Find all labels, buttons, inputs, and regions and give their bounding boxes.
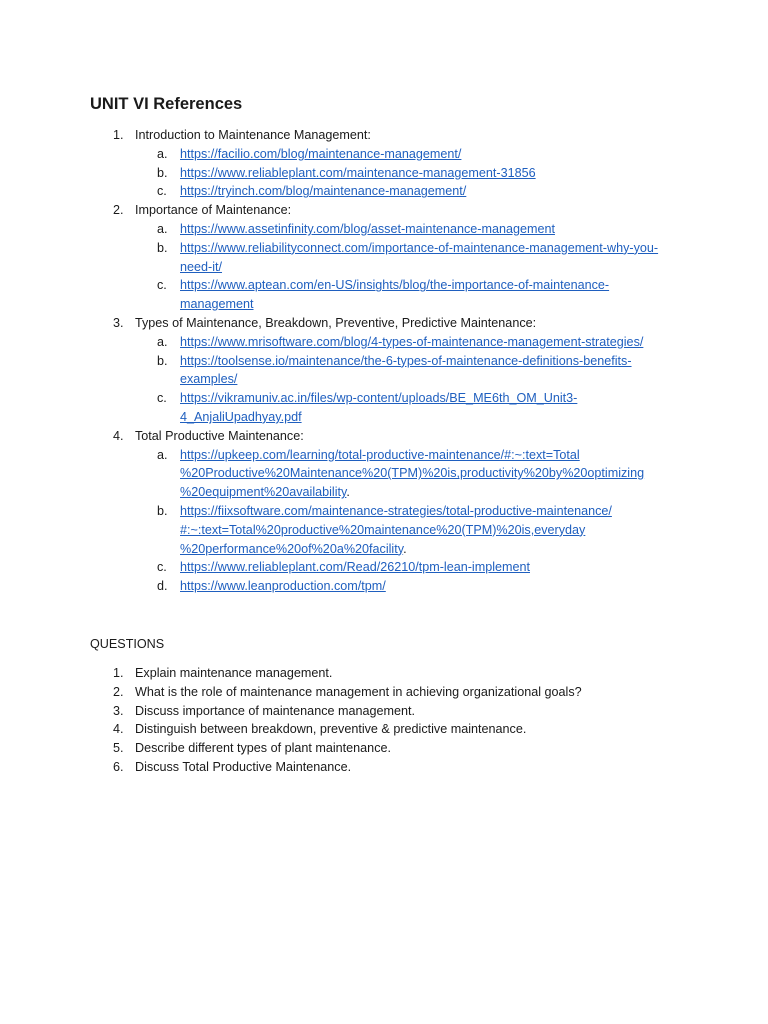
reference-section	[90, 126, 690, 145]
reference-link-wrap	[180, 239, 658, 258]
reference-link[interactable]: https://www.reliableplant.com/maintenance-management-31856	[180, 165, 536, 180]
reference-item-line	[90, 389, 690, 408]
section-title: Types of Maintenance, Breakdown, Preventive, Predictive Maintenance:	[135, 315, 537, 330]
reference-item-line	[90, 502, 690, 521]
reference-link-wrap	[180, 182, 466, 201]
reference-item-line	[90, 446, 690, 465]
reference-section	[90, 201, 690, 220]
reference-link[interactable]: management	[180, 297, 254, 312]
section-title: Introduction to Maintenance Management:	[135, 128, 371, 142]
item-letter: d.	[157, 579, 168, 594]
reference-link-wrap	[180, 258, 222, 277]
reference-item-line	[90, 540, 690, 559]
reference-link-wrap	[180, 483, 350, 502]
item-letter: c.	[157, 391, 167, 406]
question-text: Distinguish between breakdown, preventive & predictive maintenance.	[135, 722, 527, 737]
references-list	[90, 126, 690, 596]
question-item	[90, 664, 690, 683]
question-text: Discuss Total Productive Maintenance.	[135, 759, 352, 774]
link-suffix: .	[346, 485, 350, 500]
item-letter: c.	[157, 184, 167, 199]
question-number: 4.	[113, 722, 124, 737]
question-text: Explain maintenance management.	[135, 666, 333, 680]
reference-item-line	[90, 220, 690, 239]
question-number: 5.	[113, 741, 124, 756]
question-item	[90, 702, 690, 721]
section-number: 1.	[113, 128, 124, 142]
reference-link[interactable]: %20Productive%20Maintenance%20(TPM)%20is,productivity%20by%20optimizing	[180, 466, 645, 481]
reference-item-line	[90, 464, 690, 483]
question-text: What is the role of maintenance management in achieving organizational goals?	[135, 684, 582, 699]
questions-list	[90, 664, 690, 777]
section-title: Total Productive Maintenance:	[135, 428, 304, 443]
reference-link-wrap	[180, 540, 407, 559]
reference-link-wrap	[180, 577, 386, 596]
reference-link[interactable]: https://fiixsoftware.com/maintenance-strategies/total-productive-maintenance/	[180, 503, 612, 518]
reference-link[interactable]: https://www.aptean.com/en-US/insights/blog/the-importance-of-maintenance-	[180, 278, 610, 293]
reference-item-line	[90, 558, 690, 577]
reference-link[interactable]: https://www.leanproduction.com/tpm/	[180, 579, 386, 594]
question-item	[90, 739, 690, 758]
item-letter: c.	[157, 560, 167, 575]
item-letter: a.	[157, 447, 168, 462]
reference-item-line	[90, 352, 690, 371]
reference-link-wrap	[180, 164, 536, 183]
reference-link-wrap	[180, 502, 612, 521]
link-suffix: .	[403, 541, 407, 556]
reference-link-wrap	[180, 389, 577, 408]
reference-link[interactable]: #:~:text=Total%20productive%20maintenance%20(TPM)%20is,everyday	[180, 522, 586, 537]
reference-link-wrap	[180, 464, 644, 483]
reference-section	[90, 314, 690, 333]
section-title: Importance of Maintenance:	[135, 203, 292, 218]
section-number: 4.	[113, 428, 124, 443]
reference-item-line	[90, 577, 690, 596]
reference-item-line	[90, 239, 690, 258]
reference-link[interactable]: https://facilio.com/blog/maintenance-management/	[180, 146, 462, 161]
reference-link-wrap	[180, 295, 254, 314]
reference-item-line	[90, 333, 690, 352]
reference-item-line	[90, 408, 690, 427]
page-title: UNIT VI References	[90, 95, 243, 113]
question-item	[90, 720, 690, 739]
item-letter: b.	[157, 165, 168, 180]
reference-link[interactable]: examples/	[180, 372, 238, 387]
item-letter: a.	[157, 334, 168, 349]
reference-item-line	[90, 521, 690, 540]
reference-link[interactable]: https://www.reliableplant.com/Read/26210/tpm-lean-implement	[180, 560, 530, 575]
reference-link-wrap	[180, 558, 530, 577]
reference-item-line	[90, 483, 690, 502]
reference-item-line	[90, 276, 690, 295]
question-item	[90, 758, 690, 777]
item-letter: c.	[157, 278, 167, 293]
reference-link-wrap	[180, 220, 555, 239]
question-item	[90, 683, 690, 702]
item-letter: b.	[157, 353, 168, 368]
reference-link[interactable]: 4_AnjaliUpadhyay.pdf	[180, 409, 302, 424]
reference-item-line	[90, 258, 690, 277]
question-number: 6.	[113, 759, 124, 774]
reference-link-wrap	[180, 276, 609, 295]
reference-link[interactable]: https://tryinch.com/blog/maintenance-management/	[180, 184, 467, 199]
reference-link[interactable]: https://toolsense.io/maintenance/the-6-types-of-maintenance-definitions-benefits-	[180, 353, 632, 368]
question-text: Describe different types of plant maintenance.	[135, 741, 391, 756]
reference-link[interactable]: https://vikramuniv.ac.in/files/wp-content/uploads/BE_ME6th_OM_Unit3-	[180, 391, 578, 406]
reference-link-wrap	[180, 446, 580, 465]
reference-link[interactable]: https://upkeep.com/learning/total-productive-maintenance/#:~:text=Total	[180, 447, 580, 462]
reference-link[interactable]: https://www.reliabilityconnect.com/importance-of-maintenance-management-why-you-	[180, 240, 659, 255]
reference-item-line	[90, 145, 690, 164]
section-number: 3.	[113, 315, 124, 330]
reference-link[interactable]: need-it/	[180, 259, 223, 274]
reference-link-wrap	[180, 352, 632, 371]
question-number: 1.	[113, 666, 124, 680]
reference-section	[90, 427, 690, 446]
reference-link[interactable]: %20equipment%20availability	[180, 485, 347, 500]
reference-item-line	[90, 370, 690, 389]
section-number: 2.	[113, 203, 124, 218]
question-number: 2.	[113, 684, 124, 699]
item-letter: a.	[157, 221, 168, 236]
question-text: Discuss importance of maintenance management.	[135, 703, 416, 718]
item-letter: b.	[157, 240, 168, 255]
reference-link[interactable]: https://www.mrisoftware.com/blog/4-types-of-maintenance-management-strategies/	[180, 334, 644, 349]
questions-heading: QUESTIONS	[90, 637, 165, 651]
reference-link-wrap	[180, 370, 237, 389]
reference-link[interactable]: %20performance%20of%20a%20facility	[180, 541, 404, 556]
item-letter: b.	[157, 503, 168, 518]
reference-item-line	[90, 164, 690, 183]
reference-item-line	[90, 182, 690, 201]
reference-link-wrap	[180, 521, 585, 540]
reference-item-line	[90, 295, 690, 314]
reference-link-wrap	[180, 145, 461, 164]
question-number: 3.	[113, 703, 124, 718]
reference-link-wrap	[180, 408, 302, 427]
reference-link-wrap	[180, 333, 643, 352]
reference-link[interactable]: https://www.assetinfinity.com/blog/asset-maintenance-management	[180, 221, 555, 236]
item-letter: a.	[157, 146, 168, 161]
